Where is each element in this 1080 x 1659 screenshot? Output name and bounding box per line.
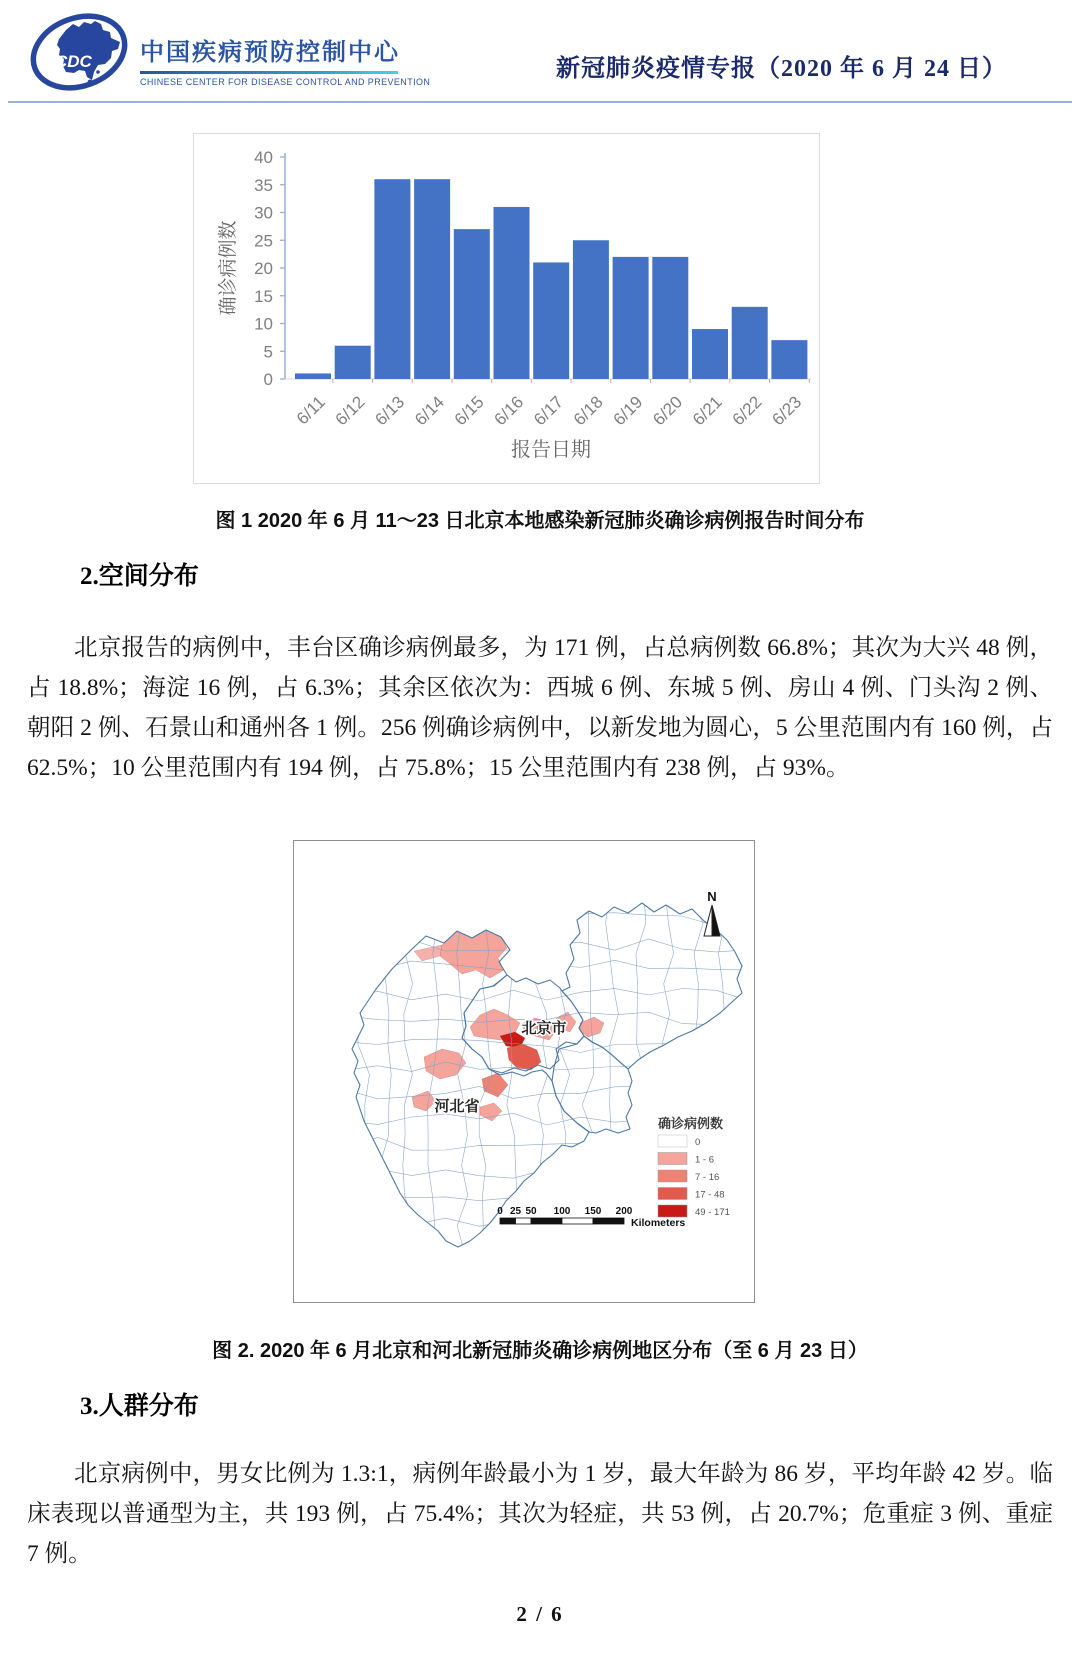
scalebar-segment [500,1218,516,1224]
cdc-logo-icon [28,6,130,98]
chart-bar [374,179,410,379]
cdc-logo [28,6,430,98]
scalebar-tick-label: 0 [497,1206,503,1217]
x-tick-label: 6/23 [768,392,806,430]
chart-bar [613,257,649,379]
x-tick-label: 6/15 [450,392,488,430]
map-svg [294,841,754,1302]
hebei-label: 河北省 [434,1098,480,1115]
figure1-bar-chart [193,133,820,484]
section2-heading: 2.空间分布 [80,563,199,590]
chart-bar [573,240,609,379]
y-tick-label: 20 [254,259,273,278]
scalebar-tick-label: 25 [509,1206,522,1217]
scalebar-segment [531,1218,562,1224]
scalebar-unit-label: Kilometers [631,1217,686,1229]
north-arrow-icon [704,889,720,936]
legend-class-label: 49 - 171 [695,1207,730,1218]
x-tick-label: 6/14 [411,392,448,430]
section2-paragraph: 北京报告的病例中，丰台区确诊病例最多，为 171 例，占总病例数 66.8%；其次为大兴 48 例，占 18.8%；海淀 16 例，占 6.3%；其余区依次为：西城 6 例、东城 5 例、房山 4 例、门头沟 2 例、朝阳 2 例、石景山和通州各 1 例。256 例确诊病例中，以新发地为圆心，5 公里范围内有 160 例，占 62.5%；10 公里范围内有 194 例，占 75.8%；15 公里范围内有 238 例，占 93%。 [27,634,1053,781]
scalebar-segment [516,1218,532,1224]
y-tick-label: 30 [254,203,273,223]
legend-class-label: 0 [695,1137,701,1148]
y-tick-label: 40 [254,148,273,167]
y-tick-label: 35 [254,175,273,195]
chart-bar [652,257,688,379]
x-tick-label: 6/18 [569,392,607,430]
legend-class-label: 7 - 16 [695,1172,720,1183]
figure1-caption: 图 1 2020 年 6 月 11～23 日北京本地感染新冠肺炎确诊病例报告时间分布 [215,510,865,532]
y-tick-label: 15 [254,286,273,306]
chart-bar [335,346,371,379]
page-number: 2 / 6 [516,1602,564,1626]
scalebar-tick-label: 50 [525,1206,537,1217]
chart-bar [771,340,807,379]
north-label: N [707,889,717,904]
chart-bar [692,329,728,379]
beijing-label: 北京市 [521,1020,567,1037]
island-dot [96,70,100,74]
org-name-en: CHINESE CENTER FOR DISEASE CONTROL AND PREVENTION [140,76,431,87]
scalebar-tick-label: 200 [615,1206,633,1217]
legend-swatch [658,1188,687,1200]
section3-heading: 3.人群分布 [80,1393,199,1420]
y-tick-label: 5 [263,342,273,362]
scalebar-segment [562,1218,593,1224]
figure2-caption: 图 2. 2020 年 6 月北京和河北新冠肺炎确诊病例地区分布（至 6 月 23 日） [212,1340,868,1362]
x-tick-label: 6/22 [728,392,766,430]
bar-chart-svg [194,134,819,483]
x-tick-label: 6/12 [331,392,369,430]
legend-swatch [658,1153,687,1165]
legend-swatch [658,1205,687,1217]
y-axis-title: 确诊病例数 [218,220,239,316]
legend-class-label: 17 - 48 [695,1189,725,1201]
y-tick-label: 10 [254,314,273,334]
island-dot [88,80,93,85]
section3-paragraph: 北京病例中，男女比例为 1.3:1，病例年龄最小为 1 岁，最大年龄为 86 岁，平均年龄 42 岁。临床表现以普通型为主，共 193 例，占 75.4%；其次为轻症，共 53 例，占 20.7%；危重症 3 例、重症 7 例。 [27,1460,1053,1567]
chart-bar [533,262,569,379]
scalebar-segment [593,1218,624,1224]
x-tick-label: 6/16 [490,392,528,430]
chart-bar [732,307,768,379]
y-tick-label: 25 [254,231,273,251]
map-legend [658,1116,730,1218]
header-divider [8,101,1072,103]
chart-bar [454,229,490,379]
report-title: 新冠肺炎疫情专报（2020 年 6 月 24 日） [556,56,1007,82]
x-tick-label: 6/20 [649,392,687,430]
chart-bar [295,373,331,379]
logo-gradient-rule [140,71,398,74]
scalebar-tick-label: 150 [584,1206,602,1217]
logo-text-block [140,32,430,87]
x-tick-label: 6/13 [371,392,409,430]
legend-swatch [658,1170,687,1182]
x-tick-label: 6/17 [530,392,568,430]
map-scalebar [497,1206,685,1229]
logo-cdc-text: CDC [55,52,92,71]
x-tick-label: 6/11 [292,392,329,429]
org-name-cn: 中国疾病预防控制中心 [140,38,400,66]
x-axis-title: 报告日期 [511,439,591,461]
legend-class-label: 1 - 6 [695,1154,715,1166]
chart-bar [494,207,530,379]
legend-title: 确诊病例数 [658,1116,724,1131]
figure2-map [293,840,755,1303]
y-tick-label: 0 [263,370,273,389]
x-tick-label: 6/21 [688,392,726,430]
legend-swatch [658,1135,687,1147]
scalebar-tick-label: 100 [553,1206,571,1217]
chart-bar [414,179,450,379]
x-tick-label: 6/19 [609,392,647,430]
